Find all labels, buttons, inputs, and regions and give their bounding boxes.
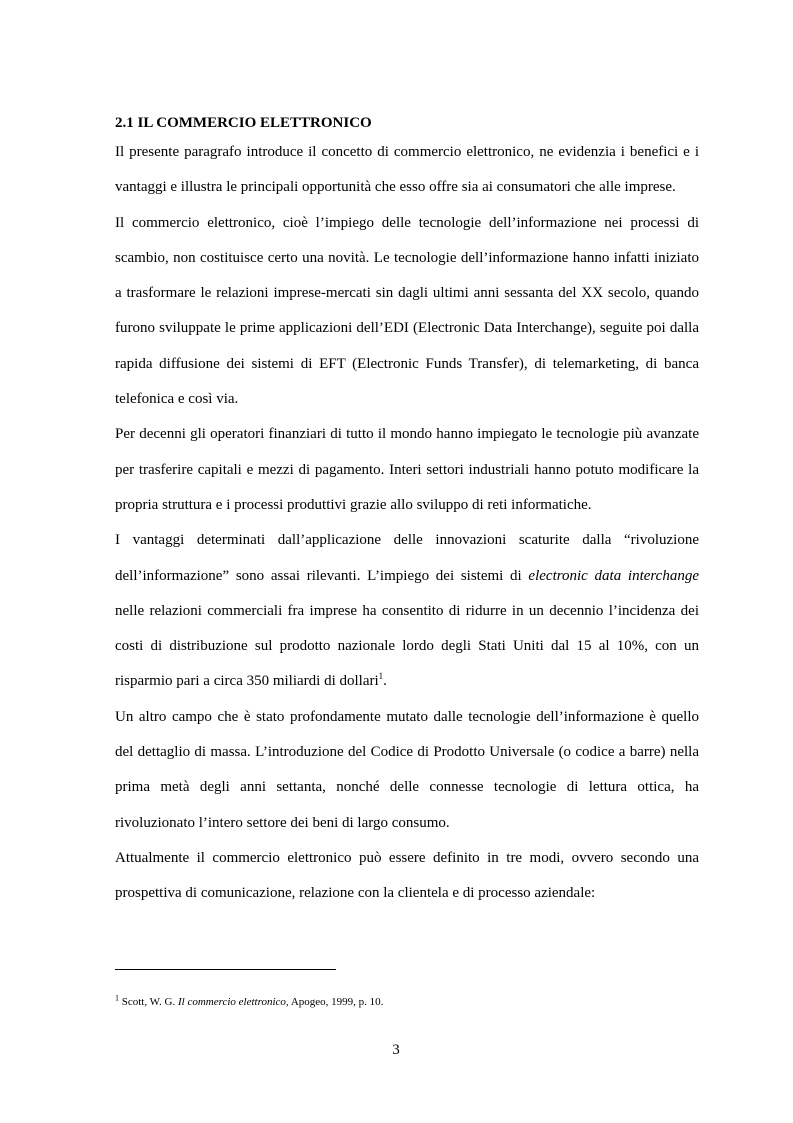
- footnote: [115, 995, 699, 1009]
- paragraph-3: Per decenni gli operatori finanziari di tutto il mondo hanno impiegato le tecnologie più avanzate per trasferire capitali e mezzi di pagamento. Interi settori industriali hanno potuto modificare la propria struttura e i processi produttivi grazie allo sviluppo di reti informatiche.: [115, 426, 699, 513]
- paragraph-4-text-2: nelle relazioni commerciali fra imprese ha consentito di ridurre in un decennio l’incidenza dei costi di distribuzione sul prodotto nazionale lordo degli Stati Uniti dal 15 al 10%, con un risparmio pari a circa 350 miliardi di dollari: [115, 602, 699, 690]
- footnote-reference[interactable]: 1: [378, 671, 384, 682]
- page-number: 3: [392, 1042, 400, 1058]
- footnote-book-title: Il commercio elettronico: [177, 996, 286, 1008]
- section-heading: 2.1 IL COMMERCIO ELETTRONICO: [115, 115, 372, 131]
- paragraph-4-italic-term: electronic data interchange: [528, 567, 700, 584]
- paragraph-4-text-3: .: [383, 673, 387, 690]
- paragraph-4-text-1: I vantaggi determinati dall’applicazione delle innovazioni scaturite dalla “rivoluzione dell’informazione” sono assai rilevanti. L’impiego dei sistemi di: [115, 532, 699, 584]
- footnote-mark: 1: [115, 993, 119, 1003]
- paragraph-6: Attualmente il commercio elettronico può essere definito in tre modi, ovvero secondo una prospettiva di comunicazione, relazione con la clientela e di processo aziendale:: [115, 849, 699, 902]
- footnote-text-before: Scott, W. G.: [119, 996, 178, 1008]
- paragraph-1: Il presente paragrafo introduce il concetto di commercio elettronico, ne evidenzia i benefici e i vantaggi e illustra le principali opportunità che esso offre sia ai consumatori che alle imprese.: [115, 144, 699, 196]
- paragraph-4: [115, 523, 699, 699]
- paragraph-2: Il commercio elettronico, cioè l’impiego delle tecnologie dell’informazione nei processi di scambio, non costituisce certo una novità. Le tecnologie dell’informazione hanno infatti iniziato a trasformare le relazioni imprese-mercati sin dagli ultimi anni sessanta del XX secolo, quando furono sviluppate le prime applicazioni dell’EDI (Electronic Data Interchange), seguite poi dalla rapida diffusione dei sistemi di EFT (Electronic Funds Transfer), di telemarketing, di banca telefonica e così via.: [115, 214, 699, 408]
- footnote-divider: [115, 969, 336, 970]
- main-content: [115, 111, 699, 912]
- footnote-text-after: , Apogeo, 1999, p. 10.: [285, 996, 384, 1008]
- paragraph-5: Un altro campo che è stato profondamente mutato dalle tecnologie dell’informazione è quello del dettaglio di massa. L’introduzione del Codice di Prodotto Universale (o codice a barre) nella prima metà degli anni settanta, nonché delle connesse tecnologie di lettura ottica, ha rivoluzionato l’intero settore dei beni di largo consumo.: [115, 708, 699, 831]
